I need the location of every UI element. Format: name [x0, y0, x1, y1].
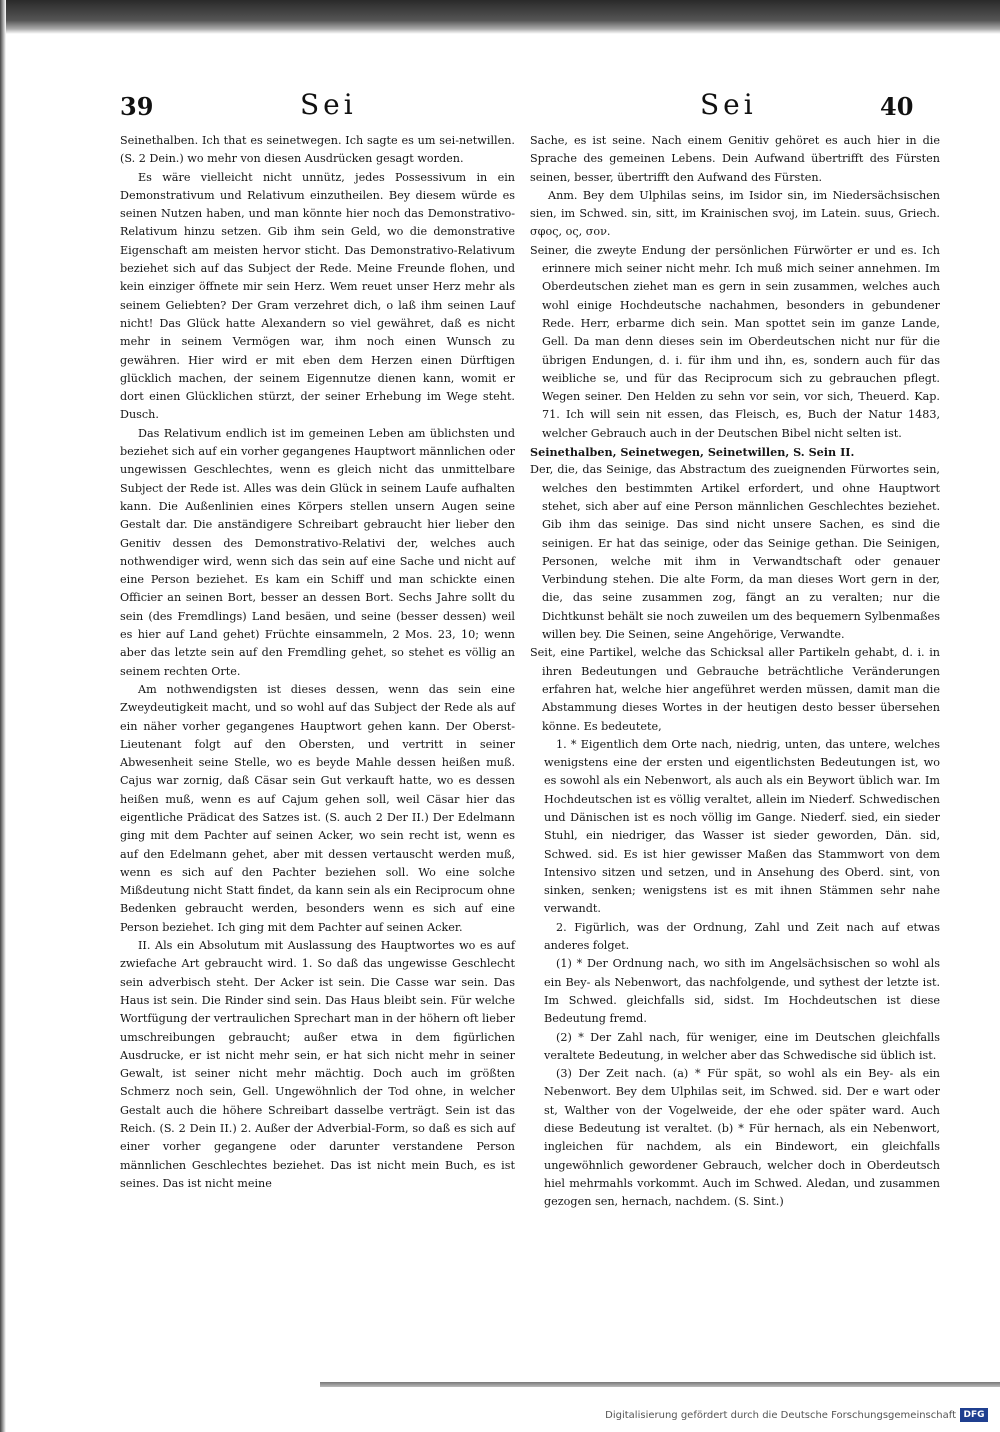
entry-seit: Seit, eine Partikel, welche das Schicksal aller Partikeln gehabt, d. i. in ihren Bedeutungen und Gebrauche beträchtliche Veränderungen erfahren hat, welche hier angeführet werden müssen, damit man die Abstammung dieses Wortes in der heutigen desto besser übersehen könne. Es bedeutete,	[530, 646, 940, 733]
annotation-paragraph: Anm. Bey dem Ulphilas seins, im Isidor sin, im Niedersächsischen sien, im Schwed. sin, sitt, im Krainischen svoj, im Latein. suus, Griech. σφος, ος, σον.	[530, 188, 940, 239]
paragraph: Das Relativum endlich ist im gemeinen Leben am üblichsten und beziehet sich auf ein vorher gegangenes Hauptwort männlichen oder ungewissen Geschlechtes, wenn es gleich nicht das unmittelbare Subject der Rede ist. Alles was dein Glück in seinem Laufe aufhalten kann. Die Außenlinien eines Körpers stellen unsern Augen seine Gestalt dar. Die anständigere Schreibart gebraucht hier lieber den Genitiv dessen des Demonstrativo-Relativi der, welches auch nothwendiger wird, wenn sich das sein auf eine Sache und nicht auf eine Person beziehet. Es kam ein Schiff und man schickte einen Officier an seinen Bort, besser an dessen Bort. Sechs Jahre sollt du sein (des Fremdlings) Land besäen, und seine (besser dessen) weil es hier auf Land gehet) Früchte einsammeln, 2 Mos. 23, 10; wenn aber das letzte sein auf den Fremdling gehet, so stehet es völlig an seinem rechten Orte.	[120, 426, 515, 678]
sense-2-2: (2) * Der Zahl nach, für weniger, eine im Deutschen gleichfalls veraltete Bedeutung, in welcher aber das Schwedische sid üblich ist.	[544, 1030, 940, 1062]
right-column	[530, 132, 940, 1212]
left-page-number: 39	[120, 92, 154, 121]
sense-2: 2. Figürlich, was der Ordnung, Zahl und Zeit nach auf etwas anderes folget.	[544, 920, 940, 953]
paragraph: Am nothwendigsten ist dieses dessen, wenn das sein eine Zweydeutigkeit macht, und so wohl auf das Subject der Rede als auf ein näher vorher gegangenes Hauptwort gehen kann. Der Oberst-Lieutenant folgt auf den Obersten, und vertritt in seiner Abwesenheit seine Stelle, wo es beyde Mahle dessen heißen muß. Cajus war zornig, daß Cäsar sein Gut verkauft hatte, wo es dessen heißen muß, wenn es auf Cajum gehen soll, weil Cäsar hier das eigentliche Prädicat des Satzes ist. (S. auch 2 Der II.) Der Edelmann ging mit dem Pachter auf seinen Acker, wo sein recht ist, wenn es auf den Edelmann gehet, aber mit dessen vertauscht werden muß, wenn es sich auf den Pachter beziehen soll. Wo eine solche Mißdeutung nicht Statt findet, da kann sein als ein Reciprocum ohne Bedenken gebraucht werden, besonders wenn es sich auf eine Person beziehet. Ich ging mit dem Pachter auf seinen Acker.	[120, 682, 515, 934]
right-page-number: 40	[880, 92, 914, 121]
paragraph: II. Als ein Absolutum mit Auslassung des Hauptwortes wo es auf zwiefache Art gebraucht wird. 1. So daß das ungewisse Geschlecht sein adverbisch steht. Der Acker ist sein. Die Casse war sein. Das Haus ist sein. Die Rinder sind sein. Das Haus bleibt sein. Für welche Wortfügung der vertraulichen Sprechart man in der höhern oft lieber umschreibungen gebraucht; außer etwa in dem figürlichen Ausdrucke, er ist nicht mehr sein, er hat sich nicht mehr in seiner Gewalt, ist seiner nicht mehr mächtig. Doch auch im größten Schmerz noch sein, Gell. Ungewöhnlich der Tod ohne, in welcher Gestalt auch die höhere Schreibart dasselbe verträgt. Sein ist das Reich. (S. 2 Dein II.) 2. Außer der Adverbial-Form, so daß es sich auf einer vorher gegangene oder darunter verstandene Person männlichen Geschlechtes beziehet. Das ist nicht mein Buch, es ist seines. Das ist nicht meine	[120, 939, 515, 1190]
entry-seinige: Der, die, das Seinige, das Abstractum des zueignenden Fürwortes sein, welches den bestimmten Artikel erfordert, und ohne Hauptwort stehet, sich aber auf eine Person männlichen Geschlechtes beziehet. Gib ihm das seinige. Das sind nicht unsere Sachen, es sind die seinigen. Er hat das seinige, oder das Seinige gethan. Die Seinigen, Personen, welche mit ihm in Verwandtschaft oder genauer Verbindung stehen. Die alte Form, da man dieses Wort gern in der, die, das seine zusammen zog, fängt an zu veralten; nur die Dichtkunst behält sie noch zuweilen um des bequemern Sylbenmaßes willen bey. Die Seinen, seine Angehörige, Verwandte.	[530, 463, 940, 642]
sense-2-1: (1) * Der Ordnung nach, wo sith im Angelsächsischen so wohl als ein Bey- als Nebenwort, das nachfolgende, und sythest der letzte ist. Im Schwed. gleichfalls sid, sidst. Im Hochdeutschen ist diese Bedeutung fremd.	[544, 957, 940, 1026]
digitization-credit: Digitalisierung gefördert durch die Deutsche Forschungsgemeinschaft	[605, 1410, 956, 1421]
left-column	[120, 132, 515, 1193]
dfg-logo: DFG	[960, 1408, 988, 1422]
paragraph: Sache, es ist seine. Nach einem Genitiv gehöret es auch hier in die Sprache des gemeinen Lebens. Dein Aufwand übertrifft des Fürsten seinen, besser, übertrifft den Aufwand des Fürsten.	[530, 134, 940, 184]
entry-seiner: Seiner, die zweyte Endung der persönlichen Fürwörter er und es. Ich erinnere mich seiner nicht mehr. Ich muß mich seiner annehmen. Im Oberdeutschen ziehet man es gern in sein zusammen, welches auch wohl einige Hochdeutsche nachahmen, besonders in gebundener Rede. Herr, erbarme dich sein. Man spottet sein im ganze Lande, Gell. Da man denn dieses sein im Oberdeutschen nicht nur für die übrigen Endungen, d. i. für ihm und ihn, es, sondern auch für das weibliche se, und für das Reciprocum sich zu gebrauchen pflegt. Wegen seiner. Den Helden zu sehn vor sein, vor sich, Theuerd. Kap. 71. Ich will sein nit essen, das Fleisch, es, Buch der Natur 1483, welcher Gebrauch auch in der Deutschen Bibel nicht selten ist.	[530, 243, 940, 440]
scan-top-edge	[0, 0, 1000, 34]
left-running-head: Sei	[300, 88, 357, 121]
sense-1: 1. * Eigentlich dem Orte nach, niedrig, unten, das untere, welches wenigstens eine der ersten und eigentlichsten Bedeutungen ist, wo es sowohl als ein Nebenwort, als auch als ein Beywort üblich war. Im Hochdeutschen ist es völlig veraltet, allein im Niederf. Schwedischen und Dänischen ist es noch völlig im Gange. Niederf. sied, ein sieder Stuhl, ein niedriger, das Wasser ist sieder geworden, Dän. sid, Schwed. sid. Es ist hier gewisser Maßen das Stammwort von dem Intensivo sitzen und setzen, und in Ansehung des Oberd. sint, von sinken, senken; wenigstens ist es mit ihnen Stämmen sehr nahe verwandt.	[544, 737, 940, 916]
entry-seinethalben: Seinethalben, Seinetwegen, Seinetwillen, S. Sein II.	[530, 445, 855, 460]
right-running-head: Sei	[700, 88, 757, 121]
scan-bottom-edge	[320, 1382, 1000, 1387]
paragraph: Es wäre vielleicht nicht unnütz, jedes Possessivum in ein Demonstrativum und Relativum einzutheilen. Bey diesem würde es seinen Nutzen haben, und man könnte hier noch das Demonstrativo-Relativum hinzu setzen. Gib ihm sein Geld, wo die demonstrative Eigenschaft am meisten hervor sticht. Das Demonstrativo-Relativum beziehet sich auf das Subject der Rede. Meine Freunde flohen, und kein einziger öffnete mir sein Herz. Wem reuet unser Herz mehr als seinem Geliebten? Der Gram verzehret dich, o laß ihm seinen Lauf nicht! Das Glück hatte Alexandern so viel gewähret, daß es nicht mehr in seinem Vermögen war, ihm noch einen Wunsch zu gewähren. Hier wird er mit eben dem Herzen einen Dürftigen glücklich machen, der seinem Eigennutze dienen kann, womit er dort einen Glücklichen stürzt, der seiner Erhebung im Wege steht. Dusch.	[120, 170, 515, 422]
scan-left-edge	[0, 0, 6, 1432]
paragraph: Seinethalben. Ich that es seinetwegen. Ich sagte es um sei-netwillen. (S. 2 Dein.) wo mehr von diesen Ausdrücken gesagt worden.	[120, 134, 515, 166]
sense-2-3: (3) Der Zeit nach. (a) * Für spät, so wohl als ein Bey- als ein Nebenwort. Bey dem Ulphilas seit, im Schwed. sid. Der e wart oder st, Walther von der Vogelweide, der ehe oder später ward. Auch diese Bedeutung ist veraltet. (b) * Für hernach, als ein Nebenwort, ingleichen für nachdem, als ein Bindewort, ein gleichfalls ungewöhnlich gewordener Gebrauch, welcher doch in Oberdeutsch hiel mehrmahls vorkommt. Auch im Schwed. Aledan, und zusammen gezogen sen, hernach, nachdem. (S. Sint.)	[544, 1067, 940, 1209]
